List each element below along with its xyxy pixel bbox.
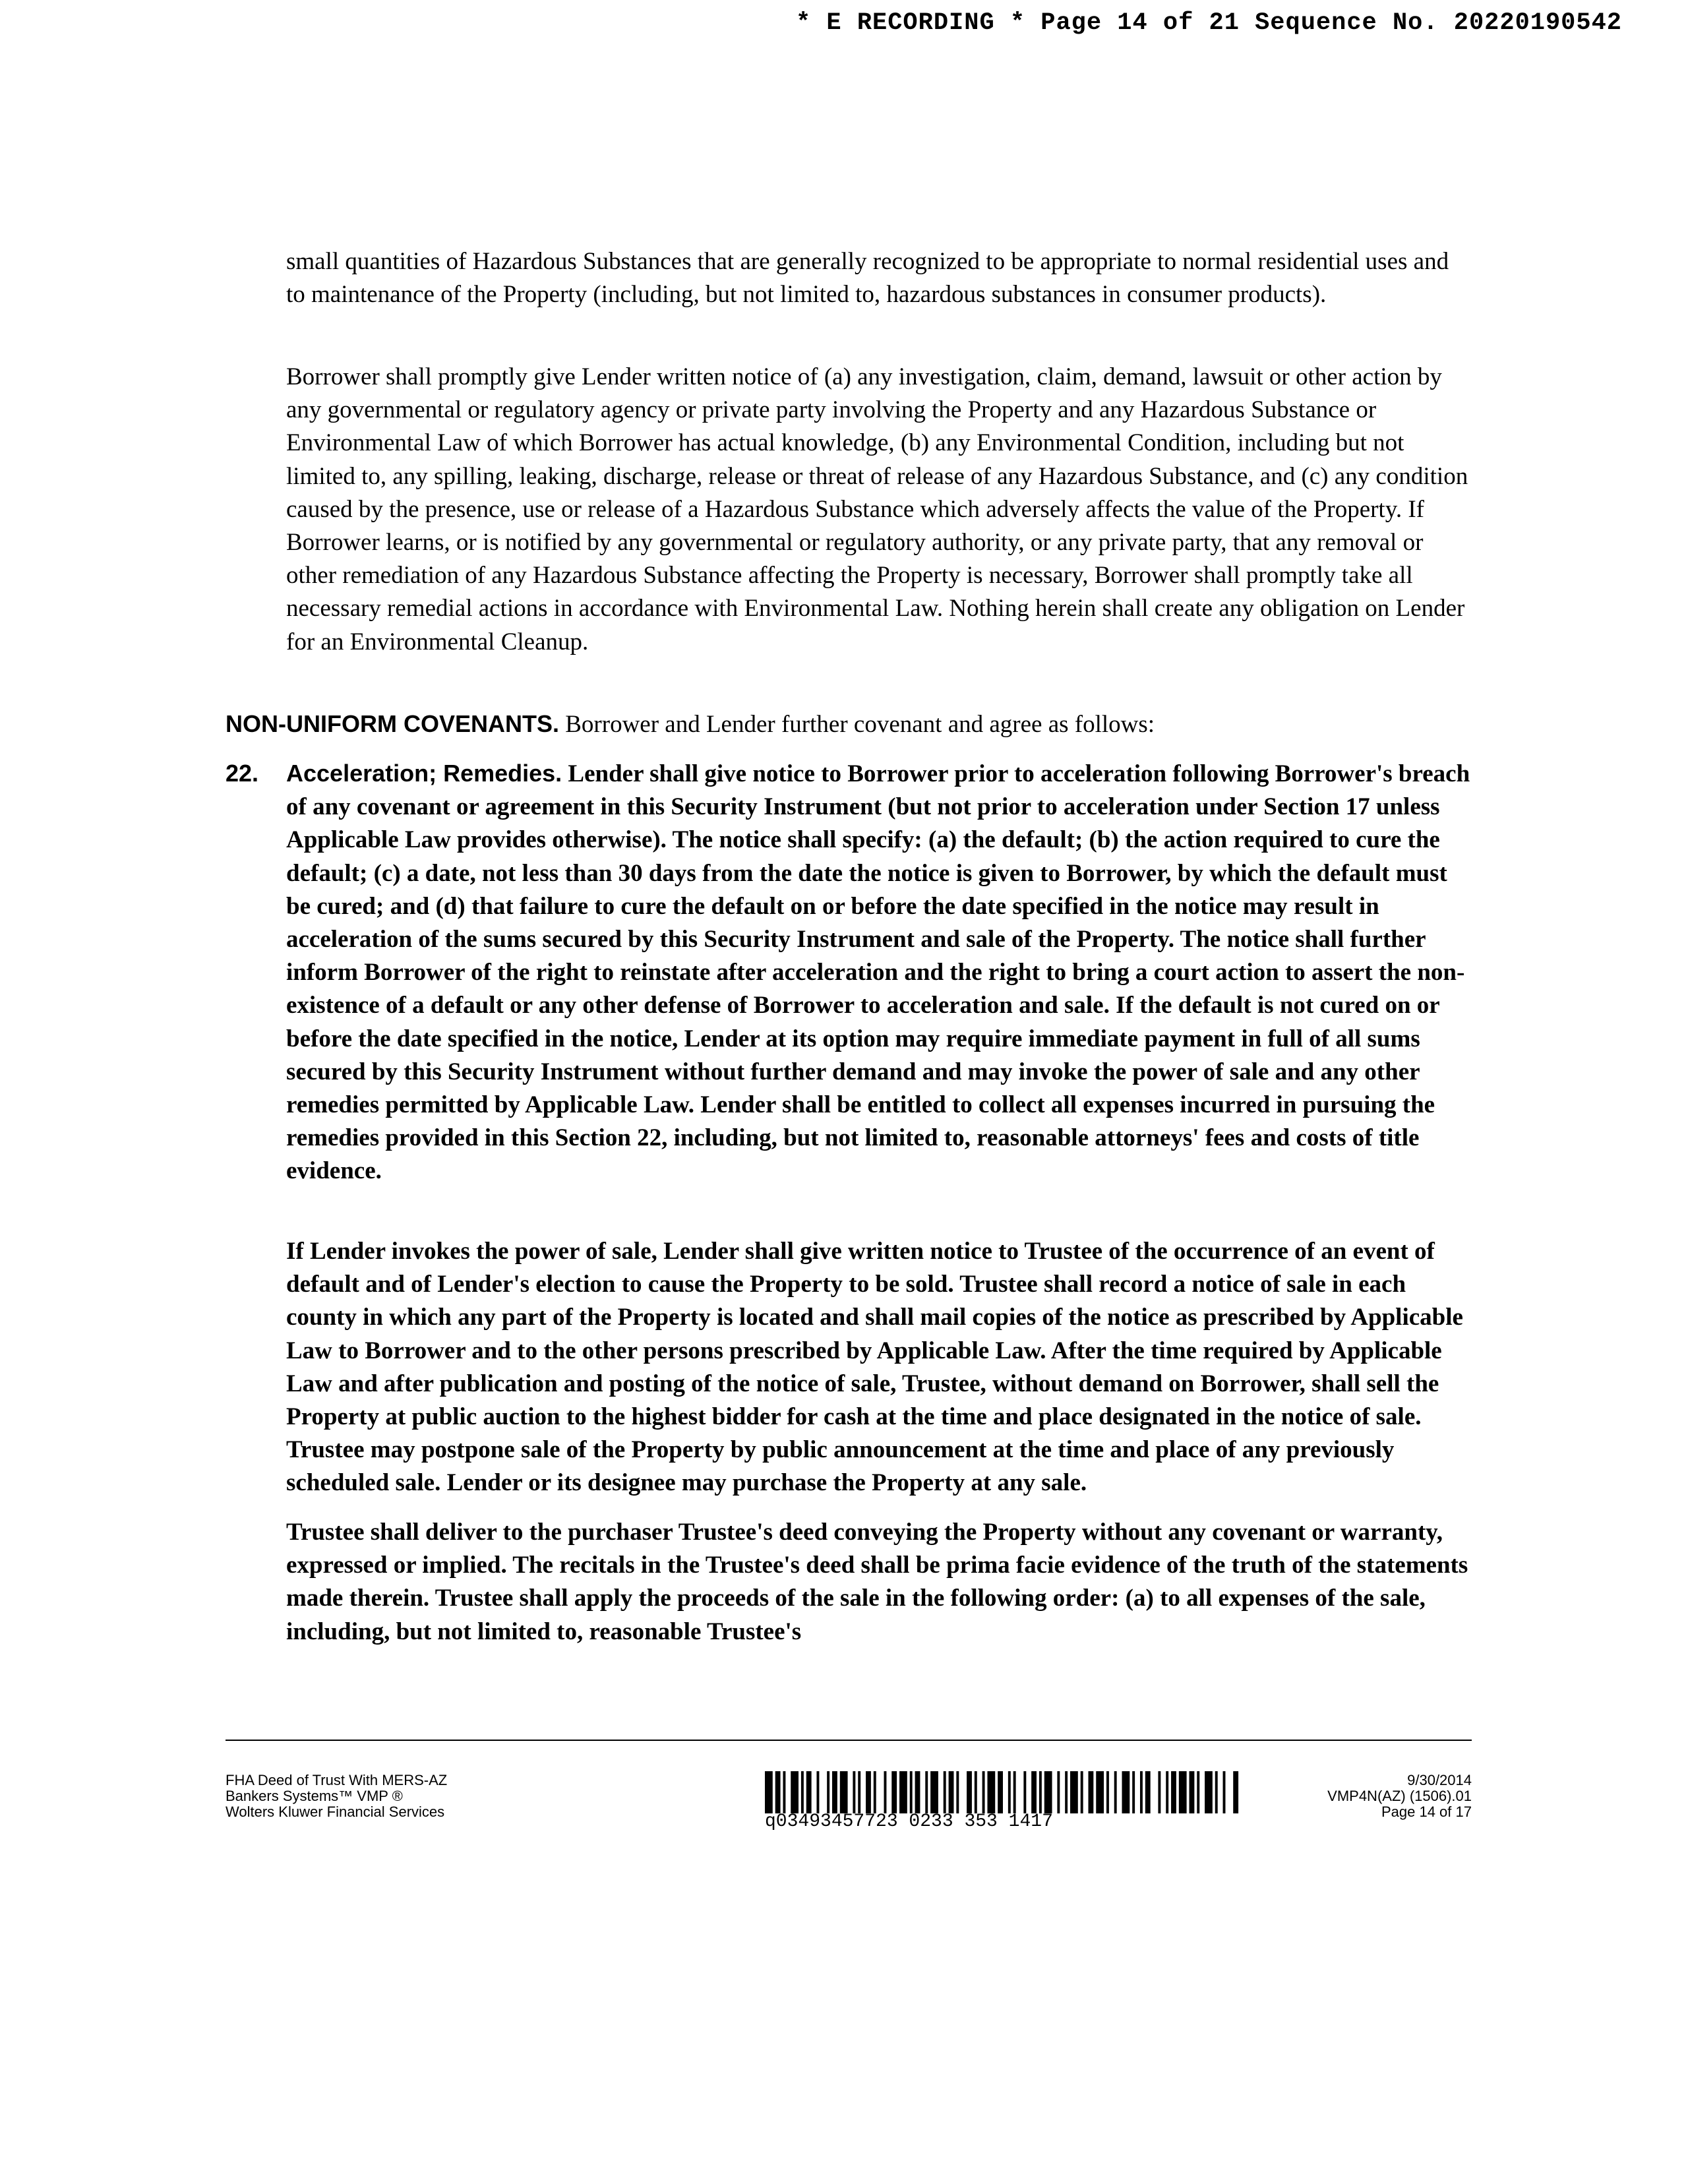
barcode-bar [998,1771,1003,1813]
barcode-bar [1233,1771,1238,1813]
barcode-bar [1065,1771,1068,1813]
barcode-bar [1057,1771,1060,1813]
barcode-number: q03493457723 0233 353 1417 [765,1811,1053,1832]
barcode-bar [925,1771,928,1813]
section-22-text: Lender shall give notice to Borrower prior to acceleration following Borrower's breach of any covenant or agreement in this Security Instrument (but not prior to acceleration under Section 17 unless Applicable Law provides otherwise). The notice shall specify: (a) the default; (b) the action required to cure the default; (c) a date, not less than 30 days from the date the notice is given to Borrower, by which the default must be cured; and (d) that failure to cure the default on or before the date specified in the notice may result in acceleration of the sums secured by this Security Instrument and sale of the Property. The notice shall further inform Borrower of the right to reinstate after acceleration and the right to bring a court action to assert the non-existence of a default or any other defense of Borrower to acceleration and sale. If the default is not cured on or before the date specified in the notice, Lender at its option may require immediate payment in full of all sums secured by this Security Instrument without further demand and may invoke the power of sale and any other remedies permitted by Applicable Law. Lender shall be entitled to collect all expenses incurred in pursuing the remedies provided in this Section 22, including, but not limited to, reasonable attorneys' fees and costs of title evidence. [286,760,1470,1185]
barcode-bar [982,1771,985,1813]
barcode-bar [1215,1771,1218,1813]
barcode-bar [801,1771,804,1813]
barcode-bar [1205,1771,1213,1813]
barcode-bar [858,1771,860,1813]
paragraph-trustee-deed: Trustee shall deliver to the purchaser Trustee's deed conveying the Property without any covenant or warranty, expressed or implied. The recitals in the Trustee's deed shall be prima facie evidence of the truth of the statements made therein. Trustee shall apply the proceeds of the sale in the following order: (a) to all expenses of the sale, including, but not limited to, reasonable Trustee's [286,1519,1468,1645]
non-uniform-covenants [226,708,1478,741]
form-title: FHA Deed of Trust With MERS-AZ [226,1772,448,1788]
non-uniform-heading: NON-UNIFORM COVENANTS. [226,710,559,737]
barcode-bar [1190,1771,1195,1813]
barcode-bar [832,1771,837,1813]
barcode-bar [853,1771,855,1813]
barcode-bar [1008,1771,1011,1813]
barcode-bar [1088,1771,1093,1813]
barcode-bar [1023,1771,1026,1813]
barcode-bar [930,1771,938,1813]
barcode-bar [884,1771,887,1813]
barcode-bar [840,1771,848,1813]
barcode-bar [1070,1771,1078,1813]
barcode-bar [1145,1771,1151,1813]
barcode-bar [1044,1771,1052,1813]
section-title: Acceleration; Remedies. [286,760,562,787]
barcode-bar [791,1771,799,1813]
form-date: 9/30/2014 [1407,1772,1472,1788]
barcode-bar [987,1771,995,1813]
barcode [765,1771,1241,1813]
barcode-bar [1179,1771,1187,1813]
barcode-bar [775,1771,781,1813]
barcode-bar [1166,1771,1168,1813]
barcode-bar [816,1771,819,1813]
barcode-bar [1106,1771,1109,1813]
form-publisher: Bankers Systems™ VMP ® [226,1788,403,1804]
barcode-bar [956,1771,959,1813]
paragraph-environmental-notice: Borrower shall promptly give Lender written notice of (a) any investigation, claim, demand, lawsuit or other action by any governmental or regulatory agency or private party involving the Property and any Hazardous Substance or Environmental Law of which Borrower has actual knowledge, (b) any Environmental Condition, including but not limited to, any spilling, leaking, discharge, release or threat of release of any Hazardous Substance, and (c) any condition caused by the presence, use or release of a Hazardous Substance which adversely affects the value of the Property. If Borrower learns, or is notified by any governmental or regulatory authority, or any private party, that any removal or other remediation of any Hazardous Substance affecting the Property is necessary, Borrower shall promptly take all necessary remedial actions in accordance with Environmental Law. Nothing herein shall create any obligation on Lender for an Environmental Cleanup. [286,363,1468,655]
barcode-bar [891,1771,897,1813]
form-code: VMP4N(AZ) (1506).01 [1327,1788,1472,1804]
barcode-bar [1223,1771,1226,1813]
barcode-bar [765,1771,773,1813]
barcode-bar [827,1771,829,1813]
footer-form-info [226,1773,447,1820]
recording-header: * E RECORDING * Page 14 of 21 Sequence No. 20220190542 [796,9,1622,37]
barcode-bar [1031,1771,1037,1813]
barcode-bar [1081,1771,1083,1813]
paragraph-hazardous-quantities: small quantities of Hazardous Substances that are generally recognized to be appropriate to normal residential uses and to maintenance of the Property (including, but not limited to, hazardous substances in consumer products). [286,248,1449,309]
barcode-bar [874,1771,876,1813]
barcode-bar [1114,1771,1117,1813]
barcode-bar [1132,1771,1135,1813]
barcode-bar [944,1771,946,1813]
barcode-bar [1013,1771,1016,1813]
barcode-bar [910,1771,913,1813]
barcode-bar [899,1771,907,1813]
barcode-bar [975,1771,977,1813]
section-22-body [286,757,1473,1188]
barcode-bar [1140,1771,1143,1813]
non-uniform-text: Borrower and Lender further covenant and agree as follows: [565,711,1155,738]
paragraph-power-of-sale: If Lender invokes the power of sale, Lender shall give written notice to Trustee of the occurrence of an event of default and of Lender's election to cause the Property to be sold. Trustee shall record a notice of sale in each county in which any part of the Property is located and shall mail copies of the notice as prescribed by Applicable Law to Borrower and to the other persons prescribed by Applicable Law. After the time required by Applicable Law and after publication and posting of the notice of sale, Trustee, without demand on Borrower, shall sell the Property at public auction to the highest bidder for cash at the time and place designated in the notice of sale. Trustee may postpone sale of the Property by public announcement at the time and place of any previously scheduled sale. Lender or its designee may purchase the Property at any sale. [286,1238,1463,1497]
barcode-bar [866,1771,871,1813]
barcode-bar [1158,1771,1160,1813]
barcode-bar [1096,1771,1104,1813]
barcode-bar [967,1771,972,1813]
barcode-bar [1197,1771,1199,1813]
form-company: Wolters Kluwer Financial Services [226,1804,445,1820]
barcode-bar [949,1771,954,1813]
barcode-bar [1122,1771,1130,1813]
barcode-bar [915,1771,920,1813]
section-number: 22. [226,760,259,787]
footer-divider [226,1740,1472,1741]
barcode-bar [783,1771,785,1813]
footer-form-meta [1327,1773,1472,1820]
form-page-number: Page 14 of 17 [1381,1804,1472,1820]
barcode-bar [806,1771,812,1813]
barcode-bar [1171,1771,1176,1813]
barcode-bar [1039,1771,1042,1813]
